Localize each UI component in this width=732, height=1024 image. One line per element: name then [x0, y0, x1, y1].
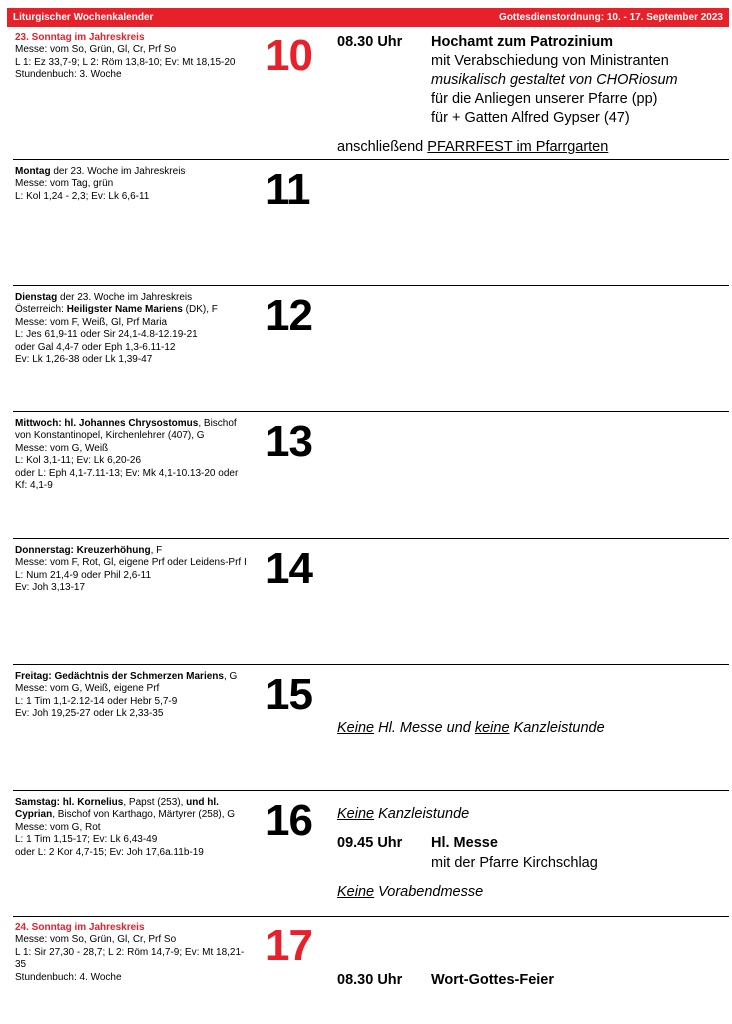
keine-emphasis: Keine	[337, 720, 375, 736]
austria-prefix: Österreich:	[15, 304, 67, 316]
day-name: Donnerstag: Kreuzerhöhung	[15, 545, 151, 556]
service-time: 08.30 Uhr	[337, 34, 403, 50]
note-text: Vorabendmesse	[374, 884, 484, 900]
keine-emphasis: keine	[474, 720, 510, 736]
day-14	[13, 545, 729, 665]
service-detail: für die Anliegen unserer Pfarre (pp)	[431, 91, 658, 107]
day-15-info	[15, 671, 265, 721]
cancellation-note	[337, 805, 469, 824]
day-17	[13, 922, 729, 1022]
day-number: 14	[265, 544, 312, 593]
note-text: Hl. Messe und	[374, 720, 475, 736]
day-name-rest: , F	[150, 545, 163, 556]
day-number: 15	[265, 670, 312, 719]
day-14-info	[15, 545, 265, 595]
day-name: Montag	[15, 166, 51, 177]
liturgical-day-title	[15, 166, 265, 178]
note-text: Kanzleistunde	[509, 720, 605, 736]
info-line: L: 1 Tim 1,1-2.12-14 oder Hebr 5,7-9	[15, 695, 178, 707]
day-15	[13, 671, 729, 791]
info-line: L 1: Sir 27,30 - 28,7; L 2: Röm 14,7-9; Ev: Mt 18,21-	[15, 946, 245, 958]
saint-rest: , Bischof von Karthago, Märtyrer (258), G	[52, 809, 236, 821]
info-line: oder L: Eph 4,1-7.11-13; Ev: Mk 4,1-10.13-20 oder	[15, 467, 239, 479]
day-16-info	[15, 797, 265, 859]
austria-feast-line	[15, 304, 265, 316]
info-line: L: Kol 1,24 - 2,3; Ev: Lk 6,6-11	[15, 190, 150, 202]
pfarrfest-link[interactable]: PFARRFEST im Pfarrgarten	[427, 139, 609, 155]
service-time: 08.30 Uhr	[337, 972, 403, 988]
info-line: Stundenbuch: 3. Woche	[15, 69, 122, 81]
service-detail: mit Verabschiedung von Ministranten	[431, 53, 669, 69]
info-line: von Konstantinopel, Kirchenlehrer (407), G	[15, 430, 205, 442]
info-line: L: Num 21,4-9 oder Phil 2,6-11	[15, 569, 152, 581]
day-name-rest: , Bischof	[198, 418, 237, 429]
cancellation-note	[337, 719, 605, 738]
day-13	[13, 418, 729, 539]
service-detail: für + Gatten Alfred Gypser (47)	[431, 110, 630, 126]
info-line: 35	[15, 959, 27, 971]
service-title: Wort-Gottes-Feier	[431, 972, 554, 988]
info-line: Kf: 4,1-9	[15, 480, 53, 492]
day-16	[13, 797, 729, 917]
after-prefix: anschließend	[337, 139, 428, 155]
day-name-rest: der 23. Woche im Jahreskreis	[57, 292, 193, 303]
service-time: 09.45 Uhr	[337, 835, 403, 851]
day-number: 10	[265, 31, 312, 80]
saint-name: Cyprian	[15, 809, 53, 821]
service-detail: mit der Pfarre Kirchschlag	[431, 855, 598, 871]
keine-emphasis: Keine	[337, 884, 375, 900]
info-line: oder L: 2 Kor 4,7-15; Ev: Joh 17,6a.11b-19	[15, 846, 204, 858]
info-line: Ev: Joh 19,25-27 oder Lk 2,33-35	[15, 708, 164, 720]
info-line: Messe: vom G, Weiß	[15, 442, 109, 454]
day-name: Mittwoch: hl. Johannes Chrysostomus	[15, 418, 199, 429]
info-line: oder Gal 4,4-7 oder Eph 1,3-6.11-12	[15, 341, 176, 353]
day-number: 12	[265, 291, 312, 340]
day-12-info	[15, 292, 265, 366]
day-11	[13, 166, 729, 286]
day-11-info	[15, 166, 265, 203]
day-10-info	[15, 32, 265, 82]
day-13-info	[15, 418, 265, 492]
day-name: Freitag: Gedächtnis der Schmerzen Mariens	[15, 671, 224, 682]
info-line: Messe: vom G, Rot	[15, 821, 101, 833]
day-12	[13, 292, 729, 412]
day-number: 11	[265, 165, 310, 214]
day-name-rest: , G	[223, 671, 238, 682]
austria-rest: (DK), F	[182, 304, 218, 316]
day-17-info	[15, 922, 265, 984]
info-line: L: Kol 3,1-11; Ev: Lk 6,20-26	[15, 455, 142, 467]
day-number: 13	[265, 417, 312, 466]
liturgical-day-title	[15, 545, 265, 557]
liturgical-day-title	[15, 292, 265, 304]
day-name-conj: und hl.	[186, 797, 219, 808]
info-line: L: 1 Tim 1,15-17; Ev: Lk 6,43-49	[15, 834, 158, 846]
day-name-rest: der 23. Woche im Jahreskreis	[50, 166, 186, 177]
austria-feast: Heiligster Name Mariens	[66, 304, 183, 316]
info-line: Messe: vom F, Weiß, Gl, Prf Maria	[15, 316, 168, 328]
day-name: Dienstag	[15, 292, 58, 303]
day-name: Samstag: hl. Kornelius	[15, 797, 124, 808]
day-number: 17	[265, 921, 312, 970]
service-title: Hochamt zum Patrozinium	[431, 34, 614, 50]
after-note	[337, 138, 608, 157]
info-line: L 1: Ez 33,7-9; L 2: Röm 13,8-10; Ev: Mt 18,15-20	[15, 56, 236, 68]
info-line: Ev: Joh 3,13-17	[15, 582, 86, 594]
day-number: 16	[265, 796, 312, 845]
info-line: Messe: vom F, Rot, Gl, eigene Prf oder Leidens-Prf I	[15, 557, 247, 569]
service-detail: musikalisch gestaltet von CHORiosum	[431, 72, 678, 88]
note-text: Kanzleistunde	[374, 806, 470, 822]
liturgical-day-title: 24. Sonntag im Jahreskreis	[15, 922, 145, 933]
info-line: Messe: vom Tag, grün	[15, 178, 114, 190]
info-line: Ev: Lk 1,26-38 oder Lk 1,39-47	[15, 354, 153, 366]
keine-emphasis: Keine	[337, 806, 375, 822]
info-line: Messe: vom So, Grün, Gl, Cr, Prf So	[15, 934, 177, 946]
day-name-rest: , Papst (253),	[123, 797, 187, 808]
info-line: L: Jes 61,9-11 oder Sir 24,1-4.8-12.19-21	[15, 329, 198, 341]
liturgical-day-title-2	[15, 809, 265, 821]
info-line: Messe: vom G, Weiß, eigene Prf	[15, 683, 160, 695]
header-left-title: Liturgischer Wochenkalender	[13, 12, 154, 23]
info-line: Messe: vom So, Grün, Gl, Cr, Prf So	[15, 44, 177, 56]
liturgical-day-title	[15, 418, 265, 430]
info-line: Stundenbuch: 4. Woche	[15, 971, 122, 983]
liturgical-day-title	[15, 797, 265, 809]
liturgical-day-title	[15, 671, 265, 683]
liturgical-day-title: 23. Sonntag im Jahreskreis	[15, 32, 145, 43]
header-right-title: Gottesdienstordnung: 10. - 17. September 2023	[499, 12, 723, 23]
day-10	[13, 32, 729, 160]
service-title: Hl. Messe	[431, 835, 498, 851]
cancellation-note	[337, 883, 483, 902]
calendar-header	[7, 8, 729, 27]
